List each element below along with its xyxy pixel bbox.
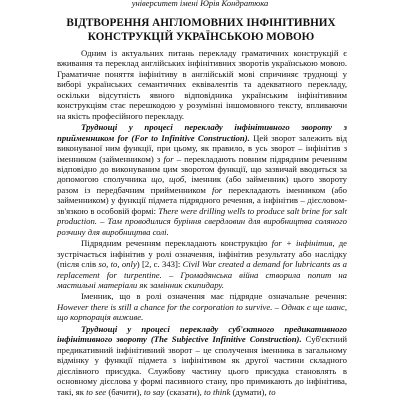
section-heading: Труднощі у процесі перекладу інфінітивного звороту з прийменником for (For to Infinitive Construction). (57, 122, 347, 143)
subjective-infinitive-paragraph: Труднощі у процесі перекладу суб'єктного предикативного інфінітивного звороту (The Subjective Infinitive Construction). Суб'єктний предикативний інфінітивний зворот – це сполучення іменника в загальному відмінку у функції підмета з інфінітивом як другої частини складного дієслівного присудка. Службову частину цього присудка становлять в основному дієслова у формі пасивного стану, про примикають до інфінітива, такі, як to see (бачити), to say (сказати), to think (думати), to (57, 323, 348, 397)
paper-title: ВІДТВОРЕННЯ АНГЛОМОВНИХ ІНФІНІТИВНИХ КОНСТРУКЦІЙ УКРАЇНСЬКОЮ МОВОЮ (66, 17, 336, 43)
example-english: Civil War created a demand for lubricants as a replacement for turpentine. (57, 259, 347, 280)
example-ukrainian: Однак є ще шанс, що корпорація виживе. (57, 301, 348, 323)
subordinate-clause-paragraph: Підрядним реченням перекладають конструкцію for + інфінітив, де зустрічається інфінітив у ролі означення, інфінітив результату або наслідку (після слів so, to, only) [2, с. 343]: Civil War created a demand for lubricants as a replacement for turpentine. – Громадянська війна створила попит на мастильні матеріали як замінник скипидару. (57, 238, 348, 290)
intro-paragraph: Одним із актуальних питань перекладу граматичних конструкцій є вживання та переклад англійських інфінітивних зворотів українською мовою. Граматичне поняття інфінітиву в англійській мові спричиняє труднощі у виборі українських семантичних еквівалентів та адекватного перекладу, оскільки відсутність явного відповідника українським інфінітивним конструкціям стає перешкодою у розумінні іншомовного тексту, впливаючи на якість професійного перекладу. (57, 48, 347, 121)
example-english: There were drilling wells to produce salt brine for salt production. (57, 205, 347, 227)
author-affiliation: університет імені Юрія Кондратюка (131, 0, 269, 8)
example-ukrainian: Громадянська війна створила попит на мастильні матеріали як замінник скипидару. (57, 269, 348, 290)
noun-attribute-paragraph: Іменник, що в ролі означення має підрядне означальне речення: However there is still a chance for the corporation to survive. – Однак є ще шанс, що корпорація виживе. (57, 291, 348, 323)
example-english: However there is still a chance for the corporation to survive. (57, 301, 273, 312)
for-to-infinitive-paragraph: Труднощі у процесі перекладу інфінітивного звороту з прийменником for (For to Infinitive Construction). Цей зворот залежить від виконуваної ним функції, при цьому, як правило, в усь зворот – інфінітив з іменником (займенником) з for – перекладають повним підрядним реченням відповідно до виконуваним цим зворотом функції, що зазвичай вводиться за допомогою сполучника що, щоб, іменник (або займенник) цього звороту разом із передбачним прийменником for перекладають іменником (або займенником) у функції підмета підрядного речення, а інфінітив – дієсловом-зв'язкою в особовій формі: There were drilling wells to produce salt brine for salt production. – Там проводилися буріння свердловин для виробництва соляного розчину для виробництва солі. (57, 122, 347, 237)
section-heading: Труднощі у процесі перекладу суб'єктного предикативного інфінітивного звороту (The Subjective Infinitive Construction). (57, 323, 347, 345)
paper-body (57, 48, 347, 398)
example-ukrainian: Там проводилися буріння свердловин для виробництва соляного розчину для виробництва солі. (57, 216, 347, 237)
